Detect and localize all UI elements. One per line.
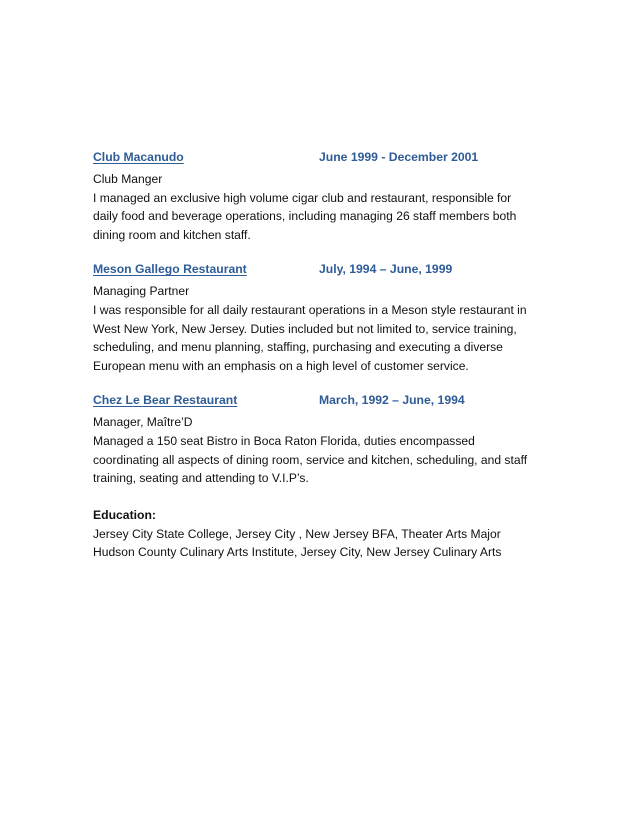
employment-dates: June 1999 - December 2001: [319, 150, 479, 164]
job-entry-club-macanudo: [93, 150, 548, 244]
job-title: Manager, Maître’D: [93, 415, 193, 430]
job-description: I was responsible for all daily restaurant operations in a Meson style restaurant in West New York, New Jersey. Duties included but not limited to, service training, scheduling, and menu planning, staffing, purchasing and executing a diverse European menu with an emphasis on a high level of customer service.: [93, 302, 527, 373]
employment-dates: March, 1992 – June, 1994: [319, 393, 465, 408]
education-heading: Education:: [93, 507, 156, 522]
job-header: [93, 393, 548, 413]
job-description: Managed a 150 seat Bistro in Boca Raton Florida, duties encompassed coordinating all aspects of dining room, service and kitchen, scheduling, and staff training, seating and attending to V.I.P’s.: [93, 433, 528, 486]
resume-page: [93, 150, 548, 562]
education-line: Jersey City State College, Jersey City , New Jersey BFA, Theater Arts Major: [93, 526, 501, 541]
job-header: [93, 262, 548, 282]
job-title: Club Manger: [93, 172, 163, 186]
job-entry-chez-le-bear: [93, 393, 548, 487]
employer-link[interactable]: Meson Gallego Restaurant: [93, 262, 247, 277]
education-line: Hudson County Culinary Arts Institute, Jersey City, New Jersey Culinary Arts: [93, 545, 502, 560]
employer-link[interactable]: Chez Le Bear Restaurant: [93, 393, 238, 408]
education-section: [93, 506, 548, 562]
job-title: Managing Partner: [93, 284, 190, 299]
job-entry-meson-gallego: [93, 262, 548, 375]
employer-link[interactable]: Club Macanudo: [93, 150, 184, 164]
employment-dates: July, 1994 – June, 1999: [319, 262, 453, 277]
job-header: [93, 150, 548, 170]
job-description: I managed an exclusive high volume cigar club and restaurant, responsible for daily food and beverage operations, including managing 26 staff members both dining room and kitchen staff.: [93, 190, 517, 242]
